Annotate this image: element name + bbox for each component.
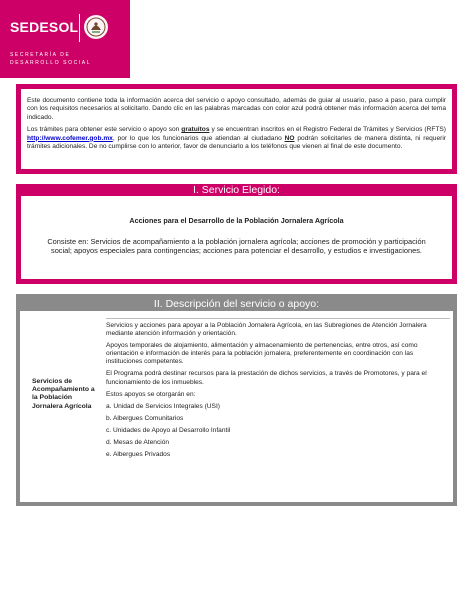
intro-text-d: podrán solicitarles de manera distinta, ni requerir trámites adicionales. De no cumplirse con lo anterior, favor de denunciarlo a los teléfonos que vienen al final de este documento. [27,134,446,151]
intro-paragraph-1: Este documento contiene toda la información acerca del servicio o apoyo consultado, además de guiar al usuario, paso a paso, para cumplir con los requisitos necesarios al solicitarlo. Dando clic en las palabras marcadas con color azul podrá obtener más información acerca del tema indicado. [27,97,446,121]
description-paragraph: Estos apoyos se otorgarán en: [106,390,196,398]
top-rule [106,318,450,319]
intro-paragraph-2 [27,126,446,151]
list-item: a. Unidad de Servicios Integrales (USI) [106,402,220,410]
logo-divider [79,14,80,42]
agency-line-1: SECRETARÍA DE [10,52,71,58]
section2-box [16,294,457,506]
list-item: e. Albergues Privados [106,451,171,459]
description-paragraph: Apoyos temporales de alojamiento, alimentación y almacenamiento de pertenencias, entre otros, así como orientación e información de interés para la población jornalera, preferentemente en coordinación con las instituciones competentes. [106,342,418,366]
intro-text-b: y se encuentran inscritos en el Registro Federal de Trámites y Servicios (RFTS) [209,126,446,134]
service-title: Acciones para el Desarrollo de la Población Jornalera Agrícola [129,216,344,225]
national-seal-icon [83,13,109,41]
list-item: c. Unidades de Apoyo al Desarrollo Infantil [106,426,231,434]
service-description-content [106,318,450,463]
list-item: b. Albergues Comunitarios [106,414,184,422]
section2-heading: II. Descripción del servicio o apoyo: [20,298,453,311]
description-paragraph: Servicios y acciones para apoyar a la Población Jornalera Agrícola, en las Subregiones de Atención Jornalera mediante atención información y orientación. [106,322,427,338]
agency-name [10,51,91,67]
gratuitos-text: gratuitos [181,126,210,134]
cofemer-link[interactable]: http://www.cofemer.gob.mx [27,134,113,142]
intro-text-c: , por lo que los funcionarios que atiendan al ciudadano [112,134,285,142]
list-item: d. Mesas de Atención [106,439,170,447]
no-emphasis: NO [284,134,295,142]
agency-line-2: DESARROLLO SOCIAL [10,60,92,66]
header-banner [0,0,130,78]
section1-heading: I. Servicio Elegido: [16,184,457,197]
description-paragraph: El Programa podrá destinar recursos para la prestación de dichos servicios, a través de Promotores, y para el funcionamiento de los inmuebles. [106,370,427,386]
service-category-label: Servicios de Acompañamiento a la Población Jornalera Agrícola [32,378,95,410]
sedesol-logo: SEDESOL [10,19,79,35]
service-description: Consiste en: Servicios de acompañamiento a la población jornalera agrícola; acciones de promoción y participación social; apoyos especiales para contingencias; acciones para potenciar el desarrollo, y estudios e investigaciones. [47,237,426,256]
section1-box [16,196,457,284]
intro-text-a: Los trámites para obtener este servicio o apoyo son [27,126,182,134]
intro-box [16,84,457,174]
